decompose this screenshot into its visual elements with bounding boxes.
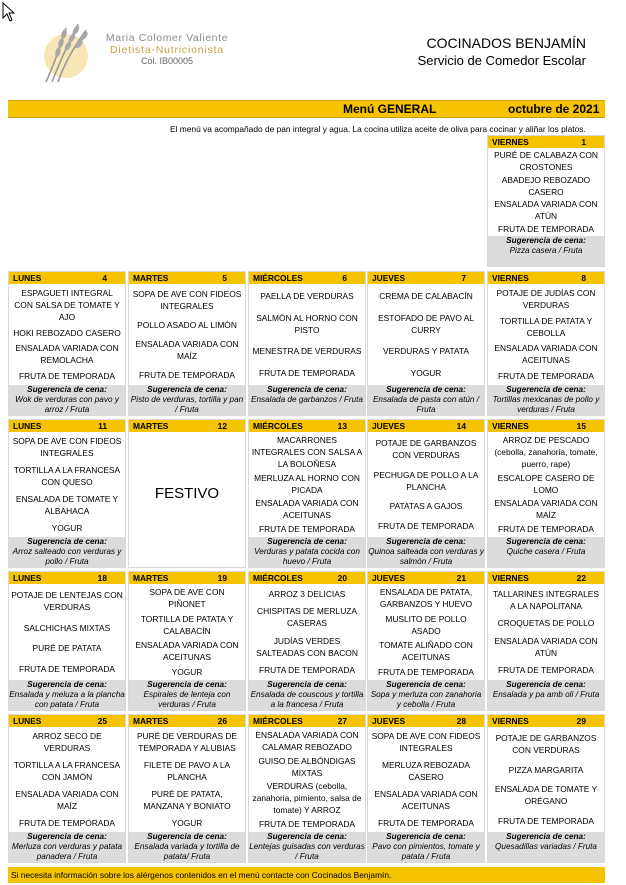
day-number: 1	[581, 137, 586, 147]
dish-list	[368, 585, 484, 679]
dish: ARROZ SECO DE VERDURAS	[32, 731, 102, 754]
dish: PECHUGA DE POLLO A LA PLANCHA	[373, 469, 479, 492]
dinner-suggestion-label: Sugerencia de cena:	[386, 537, 466, 546]
dish: ESPAGUETI INTEGRAL CON SALSA DE TOMATE Y AJO	[14, 287, 120, 322]
dinner-suggestion-text: Arroz salteado con verduras y pollo / Fruta	[12, 547, 122, 566]
dietitian-registration: Col. IB00005	[140, 56, 194, 66]
day-number: 26	[217, 716, 227, 726]
dish: CHISPITAS DE MERLUZA CASERAS	[257, 606, 357, 629]
day-name: LUNES	[13, 573, 42, 583]
menu-note: El menú va acompañado de pan integral y agua. La cocina utiliza aceite de oliva para cocinar y aliñar los platos.	[170, 124, 586, 134]
dinner-suggestion	[368, 385, 484, 415]
dish: ENSALADA VARIADA CON REMOLACHA	[15, 343, 119, 366]
dinner-suggestion-label: Sugerencia de cena:	[147, 832, 227, 841]
dish-list	[9, 433, 125, 536]
dinner-suggestion-text: Pavo con pimientos, tomate y patata / Fruta	[372, 842, 480, 861]
dinner-suggestion-label: Sugerencia de cena:	[506, 537, 586, 546]
day-header	[368, 272, 484, 284]
dinner-suggestion-text: Merluza con verduras y patata panadera / Fruta	[11, 842, 123, 861]
dish: ENSALADA VARIADA CON ATÚN	[494, 635, 598, 658]
day-header	[249, 572, 365, 584]
dinner-suggestion-label: Sugerencia de cena:	[27, 680, 107, 689]
dish: HOKI REBOZADO CASERO	[13, 327, 121, 338]
dish: SOPA DE AVE CON PIÑONET	[149, 587, 225, 610]
dish: ENSALADA VARIADA CON ATÚN	[494, 199, 598, 222]
dish: PURÉ DE CALABAZA CON CROSTONES	[494, 150, 598, 173]
dinner-suggestion	[9, 680, 125, 710]
logo-text	[104, 32, 230, 67]
day-cell	[248, 271, 366, 416]
dinner-suggestion-label: Sugerencia de cena:	[386, 385, 466, 394]
menu-date: octubre de 2021	[508, 102, 600, 116]
day-header	[488, 420, 604, 432]
dish: FRUTA DE TEMPORADA	[18, 663, 115, 674]
dish: ENSALADA VARIADA CON MAÍZ	[494, 498, 598, 521]
dish-list	[249, 433, 365, 536]
dish: ENSALADA DE TOMATE Y ALBAHACA	[15, 493, 119, 516]
day-header	[368, 572, 484, 584]
dish: YOGUR	[171, 817, 203, 828]
dietitian-role: Dietista-Nutricionista	[110, 44, 224, 56]
day-name: MIÉRCOLES	[253, 716, 303, 726]
day-cell	[8, 271, 126, 416]
day-name: VIERNES	[492, 573, 529, 583]
day-name: LUNES	[13, 273, 42, 283]
dinner-suggestion-text: Quiche casera / Fruta	[506, 547, 586, 556]
dish: TALLARINES INTEGRALES A LA NAPOLITANA	[493, 588, 599, 611]
dish: FRUTA DE TEMPORADA	[377, 521, 474, 532]
dinner-suggestion	[249, 680, 365, 710]
dish: POTAJE DE JUDÍAS CON VERDURAS	[496, 287, 596, 310]
dinner-suggestion-text: Pizza casera / Fruta	[509, 246, 583, 255]
dinner-suggestion-label: Sugerencia de cena:	[27, 537, 107, 546]
dish: ENSALADA VARIADA CON ACEITUNAS	[374, 788, 478, 811]
dish: ARROZ 3 DELICIAS	[268, 588, 346, 599]
dinner-suggestion	[488, 680, 604, 710]
dish: CROQUETAS DE POLLO	[497, 618, 595, 629]
dish-list	[9, 285, 125, 384]
dish: POTAJE DE GARBANZOS CON VERDURAS	[375, 437, 477, 460]
day-header	[9, 715, 125, 727]
dinner-suggestion-text: Quinoa salteada con verduras y salmón / Fruta	[368, 547, 484, 566]
dish: JUDÍAS VERDES SALTEADAS CON BACON	[256, 635, 358, 658]
dish: ESCALOPE CASERO DE LOMO	[497, 472, 595, 495]
company-header	[418, 34, 586, 70]
dietitian-name: Maria Colomer Valiente	[105, 32, 229, 44]
dinner-suggestion	[368, 680, 484, 710]
day-name: VIERNES	[492, 137, 529, 147]
day-number: 8	[581, 273, 586, 283]
dish: SOPA DE AVE CON FIDEOS INTEGRALES	[132, 289, 242, 312]
dish: FRUTA DE TEMPORADA	[377, 666, 474, 677]
dish: VERDURAS (cebolla, zanahoria, pimiento, salsa de tomate) Y ARROZ	[252, 781, 362, 816]
dish-list	[249, 728, 365, 831]
allergen-footer: Si necesita información sobre los alérgenos contenidos en el menú contacte con Cocinados Benjamín.	[8, 867, 605, 883]
dish: FRUTA DE TEMPORADA	[18, 817, 115, 828]
day-cell	[487, 571, 605, 711]
day-cell	[487, 419, 605, 568]
dish: PURÉ DE PATATA, MANZANA Y BONIATO	[143, 788, 231, 811]
dish: YOGUR	[410, 368, 442, 379]
dinner-suggestion-label: Sugerencia de cena:	[147, 680, 227, 689]
dinner-suggestion-label: Sugerencia de cena:	[27, 832, 107, 841]
dish: ENSALADA VARIADA CON ACEITUNAS	[255, 498, 359, 521]
dish: FILETE DE PAVO A LA PLANCHA	[143, 760, 231, 783]
dinner-suggestion-label: Sugerencia de cena:	[506, 680, 586, 689]
day-cell	[128, 271, 246, 416]
dinner-suggestion	[129, 832, 245, 862]
day-name: VIERNES	[492, 716, 529, 726]
dish: SALMÓN AL HORNO CON PISTO	[256, 312, 358, 335]
dish-list	[9, 728, 125, 831]
dinner-suggestion-text: Espirales de lenteja con verduras / Fruta	[143, 690, 231, 709]
dinner-suggestion-text: Ensalada de pasta con atún / Fruta	[372, 395, 480, 414]
dish: PATATAS A GAJOS	[389, 501, 463, 512]
dish-list	[249, 585, 365, 679]
dinner-suggestion-label: Sugerencia de cena:	[506, 385, 586, 394]
day-number: 6	[342, 273, 347, 283]
day-name: JUEVES	[372, 273, 406, 283]
dinner-suggestion	[488, 236, 604, 266]
dish: MUSLITO DE POLLO ASADO	[385, 613, 467, 636]
dish: TORTILLA DE PATATA Y CEBOLLA	[499, 315, 593, 338]
day-header	[488, 715, 604, 727]
dish: FRUTA DE TEMPORADA	[497, 665, 594, 676]
dish: MERLUZA REBOZADA CASERO	[382, 760, 470, 783]
day-header	[249, 715, 365, 727]
dish-list	[488, 285, 604, 384]
day-cell	[128, 714, 246, 863]
dish: TORTILLA DE PATATA Y CALABACÍN	[140, 613, 234, 636]
dish: FRUTA DE TEMPORADA	[258, 524, 355, 535]
dinner-suggestion	[249, 832, 365, 862]
day-name: MARTES	[133, 716, 169, 726]
dish: VERDURAS Y PATATA	[383, 346, 469, 357]
dish: ENSALADA VARIADA CON ACEITUNAS	[494, 343, 598, 366]
wheat-logo-icon	[32, 16, 104, 86]
dinner-suggestion-text: Sopa y merluza con zanahoria y cebolla / Fruta	[370, 690, 482, 709]
dinner-suggestion-text: Ensalada variada y tortilla de patata/ Fruta	[134, 842, 240, 861]
dish: FRUTA DE TEMPORADA	[497, 524, 594, 535]
dish: ABADEJO REBOZADO CASERO	[501, 174, 591, 197]
dish: YOGUR	[51, 522, 83, 533]
dinner-suggestion-text: Ensalada de garbanzos / Fruta	[251, 395, 363, 404]
dish: SOPA DE AVE CON FIDEOS INTEGRALES	[371, 731, 481, 754]
day-header	[9, 572, 125, 584]
day-number: 5	[222, 273, 227, 283]
dinner-suggestion-label: Sugerencia de cena:	[147, 385, 227, 394]
day-cell	[8, 571, 126, 711]
day-number: 11	[98, 421, 107, 431]
dinner-suggestion	[249, 537, 365, 567]
day-header	[368, 420, 484, 432]
dish: FRUTA DE TEMPORADA	[138, 369, 235, 380]
dish-list	[9, 585, 125, 679]
dish: SALCHICHAS MIXTAS	[23, 622, 111, 633]
day-name: VIERNES	[492, 273, 529, 283]
dish-list	[368, 728, 484, 831]
day-header	[129, 272, 245, 284]
day-number: 25	[97, 716, 107, 726]
dinner-suggestion	[9, 385, 125, 415]
day-name: MIÉRCOLES	[253, 273, 303, 283]
dish: FRUTA DE TEMPORADA	[497, 371, 594, 382]
day-cell	[367, 271, 485, 416]
dish-list	[129, 285, 245, 384]
day-cell	[367, 419, 485, 568]
day-number: 15	[576, 421, 586, 431]
dish: POTAJE DE GARBANZOS CON VERDURAS	[495, 732, 597, 755]
dish-list	[249, 285, 365, 384]
day-cell	[487, 714, 605, 863]
dinner-suggestion-text: Lentejas guisadas con verduras / Fruta	[249, 842, 365, 861]
dinner-suggestion-label: Sugerencia de cena:	[267, 680, 347, 689]
menu-title-bar	[8, 100, 605, 118]
dish: YOGUR	[171, 666, 203, 677]
dinner-suggestion-text: Wok de verduras con pavo y arroz / Fruta	[15, 395, 119, 414]
day-header	[129, 572, 245, 584]
dish-list	[488, 149, 604, 235]
dish-list	[488, 728, 604, 831]
dish: ENSALADA VARIADA CON MAÍZ	[135, 338, 239, 361]
dish-list	[488, 433, 604, 536]
dish: FRUTA DE TEMPORADA	[497, 816, 594, 827]
dish: ESTOFADO DE PAVO AL CURRY	[378, 312, 474, 335]
dish: PURÉ DE VERDURAS DE TEMPORADA Y ALUBIAS	[136, 731, 238, 754]
dinner-suggestion-text: Pisto de verduras, tortilla y pan / Fruta	[130, 395, 244, 414]
dish: PAELLA DE VERDURAS	[260, 290, 354, 301]
dinner-suggestion	[488, 385, 604, 415]
day-number: 13	[337, 421, 347, 431]
day-name: MARTES	[133, 573, 169, 583]
day-cell	[128, 419, 246, 568]
day-name: MIÉRCOLES	[253, 421, 303, 431]
day-number: 18	[97, 573, 107, 583]
dinner-suggestion-text: Quesadillas variadas / Fruta	[495, 842, 597, 851]
day-name: MARTES	[133, 421, 169, 431]
dinner-suggestion-text: Tortillas mexicanas de pollo y verduras / Fruta	[492, 395, 600, 414]
day-number: 14	[456, 421, 466, 431]
dish: TORTILLA A LA FRANCESA CON QUESO	[13, 465, 121, 488]
dish: ENSALADA VARIADA CON ACEITUNAS	[135, 640, 239, 663]
day-number: 4	[102, 273, 107, 283]
day-header	[249, 420, 365, 432]
day-number: 28	[456, 716, 466, 726]
day-cell	[248, 419, 366, 568]
dish-list	[488, 585, 604, 679]
dish: GUISO DE ALBÓNDIGAS MIXTAS	[258, 755, 356, 778]
day-cell	[8, 714, 126, 863]
day-name: JUEVES	[372, 573, 406, 583]
dinner-suggestion	[9, 537, 125, 567]
day-cell	[248, 571, 366, 711]
day-header	[488, 572, 604, 584]
dish-list	[129, 585, 245, 679]
dish: ENSALADA VARIADA CON MAÍZ	[15, 788, 119, 811]
dinner-suggestion	[249, 385, 365, 415]
day-cell	[8, 419, 126, 568]
day-header	[249, 272, 365, 284]
day-number: 12	[217, 421, 227, 431]
dinner-suggestion-text: Ensalada de couscous y tortilla a la francesa / Fruta	[250, 690, 364, 709]
dish: FRUTA DE TEMPORADA	[497, 223, 594, 234]
day-header	[9, 420, 125, 432]
day-cell	[487, 135, 605, 267]
festivo-label: FESTIVO	[154, 484, 220, 502]
dish: CREMA DE CALABACÍN	[379, 290, 473, 301]
day-header	[129, 420, 245, 432]
dish: POLLO ASADO AL LIMÓN	[137, 320, 237, 331]
dinner-suggestion	[368, 537, 484, 567]
day-number: 19	[217, 573, 227, 583]
day-cell	[367, 571, 485, 711]
day-number: 20	[337, 573, 347, 583]
dinner-suggestion-label: Sugerencia de cena:	[267, 385, 347, 394]
day-cell	[367, 714, 485, 863]
dish: TOMATE ALIÑADO CON ACEITUNAS	[379, 640, 473, 663]
dish: SOPA DE AVE CON FIDEOS INTEGRALES	[12, 436, 122, 459]
day-cell	[248, 714, 366, 863]
dish: ENSALADA DE TOMATE Y ORÉGANO	[494, 784, 598, 807]
dish: MERLUZA AL HORNO CON PICADA	[254, 472, 360, 495]
dish: FRUTA DE TEMPORADA	[18, 371, 115, 382]
dinner-suggestion-label: Sugerencia de cena:	[27, 385, 107, 394]
dinner-suggestion-label: Sugerencia de cena:	[267, 537, 347, 546]
company-name: COCINADOS BENJAMÍN	[426, 35, 586, 51]
dish: MENESTRA DE VERDURAS	[252, 346, 362, 357]
day-cell	[128, 571, 246, 711]
day-number: 29	[576, 716, 586, 726]
dish: PIZZA MARGARITA	[508, 764, 584, 775]
dish-list	[129, 728, 245, 831]
day-name: VIERNES	[492, 421, 529, 431]
dinner-suggestion-label: Sugerencia de cena:	[386, 680, 466, 689]
dinner-suggestion-label: Sugerencia de cena:	[506, 236, 586, 245]
day-name: MIÉRCOLES	[253, 573, 303, 583]
dinner-suggestion	[488, 832, 604, 862]
dish: ENSALADA DE PATATA, GARBANZOS Y HUEVO	[379, 587, 473, 610]
dish: ARROZ DE PESCADO (cebolla, zanahoria, tomate, puerro, rape)	[494, 434, 598, 469]
day-name: JUEVES	[372, 421, 406, 431]
dish: PURÉ DE PATATA	[32, 643, 102, 654]
dinner-suggestion-text: Ensalada y meluza a la plancha con patata / Fruta	[9, 690, 125, 709]
day-header	[9, 272, 125, 284]
day-header	[129, 715, 245, 727]
dish: POTAJE DE LENTEJAS CON VERDURAS	[11, 590, 123, 613]
day-number: 27	[337, 716, 347, 726]
dish: MACARRONES INTEGRALES CON SALSA A LA BOLOÑESA	[251, 434, 363, 469]
dinner-suggestion	[488, 537, 604, 567]
day-name: LUNES	[13, 421, 42, 431]
day-cell	[487, 271, 605, 416]
dish-list	[368, 285, 484, 384]
dinner-suggestion	[368, 832, 484, 862]
dish: FRUTA DE TEMPORADA	[258, 665, 355, 676]
dish: TORTILLA A LA FRANCESA CON JAMÓN	[13, 760, 121, 783]
dinner-suggestion	[9, 832, 125, 862]
day-name: MARTES	[133, 273, 169, 283]
dinner-suggestion	[129, 385, 245, 415]
menu-title: Menú GENERAL	[343, 102, 437, 116]
dish: ENSALADA VARIADA CON CALAMAR REBOZADO	[255, 729, 359, 752]
dinner-suggestion-label: Sugerencia de cena:	[267, 832, 347, 841]
day-number: 21	[456, 573, 466, 583]
dinner-suggestion-text: Ensalada y pa amb oli / Fruta	[492, 690, 600, 699]
day-number: 7	[461, 273, 466, 283]
day-name: JUEVES	[372, 716, 406, 726]
dish: FRUTA DE TEMPORADA	[258, 819, 355, 830]
dinner-suggestion-label: Sugerencia de cena:	[386, 832, 466, 841]
dish-list	[368, 433, 484, 536]
day-header	[368, 715, 484, 727]
day-name: LUNES	[13, 716, 42, 726]
mouse-cursor-icon	[2, 2, 16, 22]
dinner-suggestion-label: Sugerencia de cena:	[506, 832, 586, 841]
day-header	[488, 136, 604, 148]
company-subtitle: Servicio de Comedor Escolar	[417, 53, 586, 68]
dinner-suggestion-text: Verduras y patata cocida con huevo / Fruta	[254, 547, 360, 566]
dinner-suggestion	[129, 680, 245, 710]
day-header	[488, 272, 604, 284]
day-number: 22	[576, 573, 586, 583]
dish: FRUTA DE TEMPORADA	[377, 817, 474, 828]
dish: FRUTA DE TEMPORADA	[258, 368, 355, 379]
